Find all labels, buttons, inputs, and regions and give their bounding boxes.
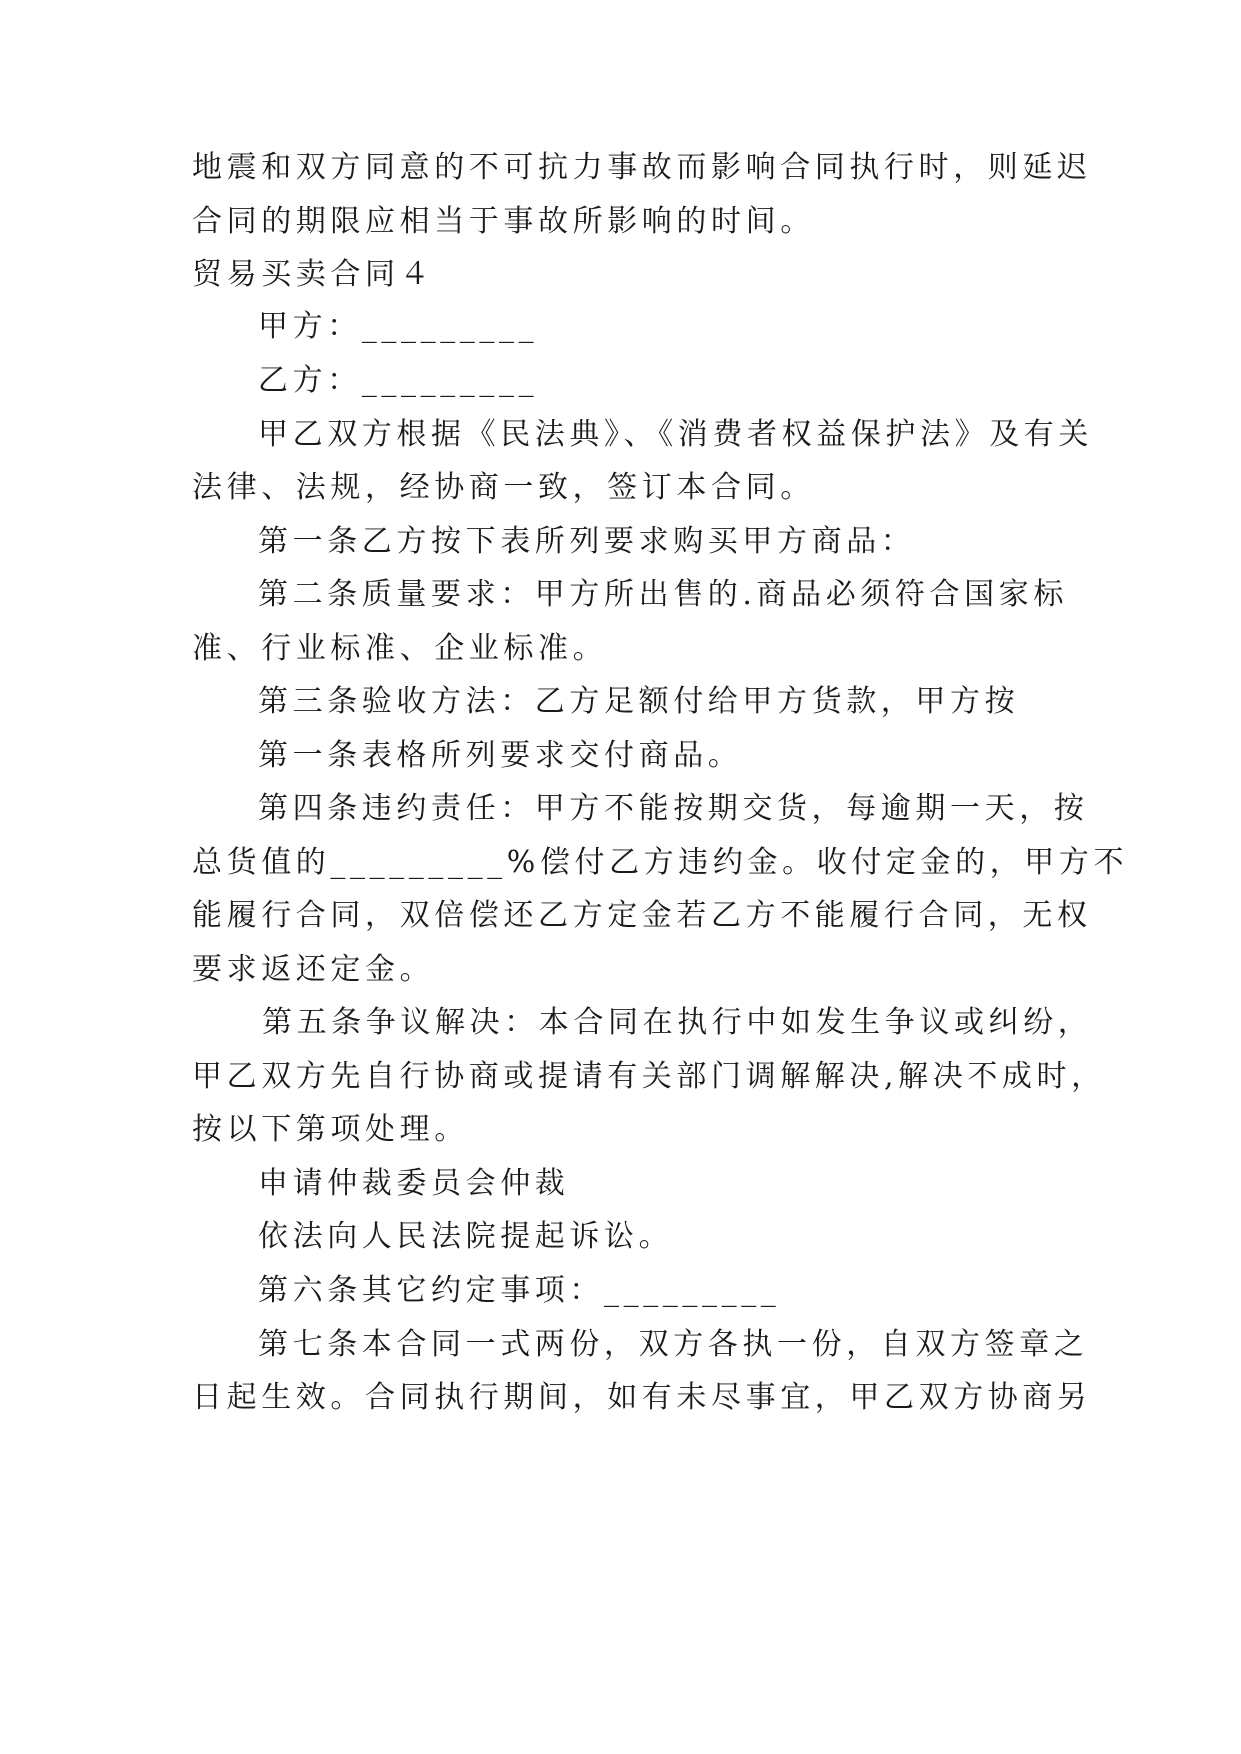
text-line: 地震和双方同意的不可抗力事故而影响合同执行时，则延迟 (192, 150, 1092, 185)
text-line: 要求返还定金。 (192, 952, 435, 987)
article-5: 第五条争议解决：本合同在执行中如发生争议或纠纷， (262, 1005, 1093, 1040)
text-line: 第一条表格所列要求交付商品。 (258, 738, 743, 773)
option-litigation: 依法向人民法院提起诉讼。 (258, 1219, 674, 1254)
text-line: 法律、法规，经协商一致，签订本合同。 (192, 470, 815, 505)
text-line: 甲乙双方根据《民法典》、《消费者权益保护法》及有关 (258, 417, 1093, 452)
party-b-line: 乙方：_________ (258, 363, 539, 398)
party-a-line: 甲方：_________ (258, 309, 539, 344)
article-3: 第三条验收方法：乙方足额付给甲方货款，甲方按 (258, 684, 1020, 719)
article-2: 第二条质量要求：甲方所出售的.商品必须符合国家标 (258, 577, 1068, 612)
option-arbitration: 申请仲裁委员会仲裁 (258, 1166, 570, 1201)
article-7: 第七条本合同一式两份，双方各执一份，自双方签章之 (258, 1327, 1089, 1362)
article-1: 第一条乙方按下表所列要求购买甲方商品： (258, 524, 916, 559)
article-6: 第六条其它约定事项：_________ (258, 1273, 781, 1308)
text-line: 能履行合同，双倍偿还乙方定金若乙方不能履行合同，无权 (192, 898, 1092, 933)
section-title: 贸易买卖合同４ (192, 257, 435, 292)
text-line: 合同的期限应相当于事故所影响的时间。 (192, 204, 815, 239)
text-line: 甲乙双方先自行协商或提请有关部门调解解决,解决不成时， (192, 1059, 1106, 1094)
article-4: 第四条违约责任：甲方不能按期交货，每逾期一天，按 (258, 791, 1089, 826)
text-line: 日起生效。合同执行期间，如有未尽事宜，甲乙双方协商另 (192, 1380, 1092, 1415)
text-line: 按以下第项处理。 (192, 1112, 469, 1147)
text-line: 总货值的_________%偿付乙方违约金。收付定金的，甲方不 (192, 845, 1129, 880)
text-line: 准、行业标准、企业标准。 (192, 631, 608, 666)
